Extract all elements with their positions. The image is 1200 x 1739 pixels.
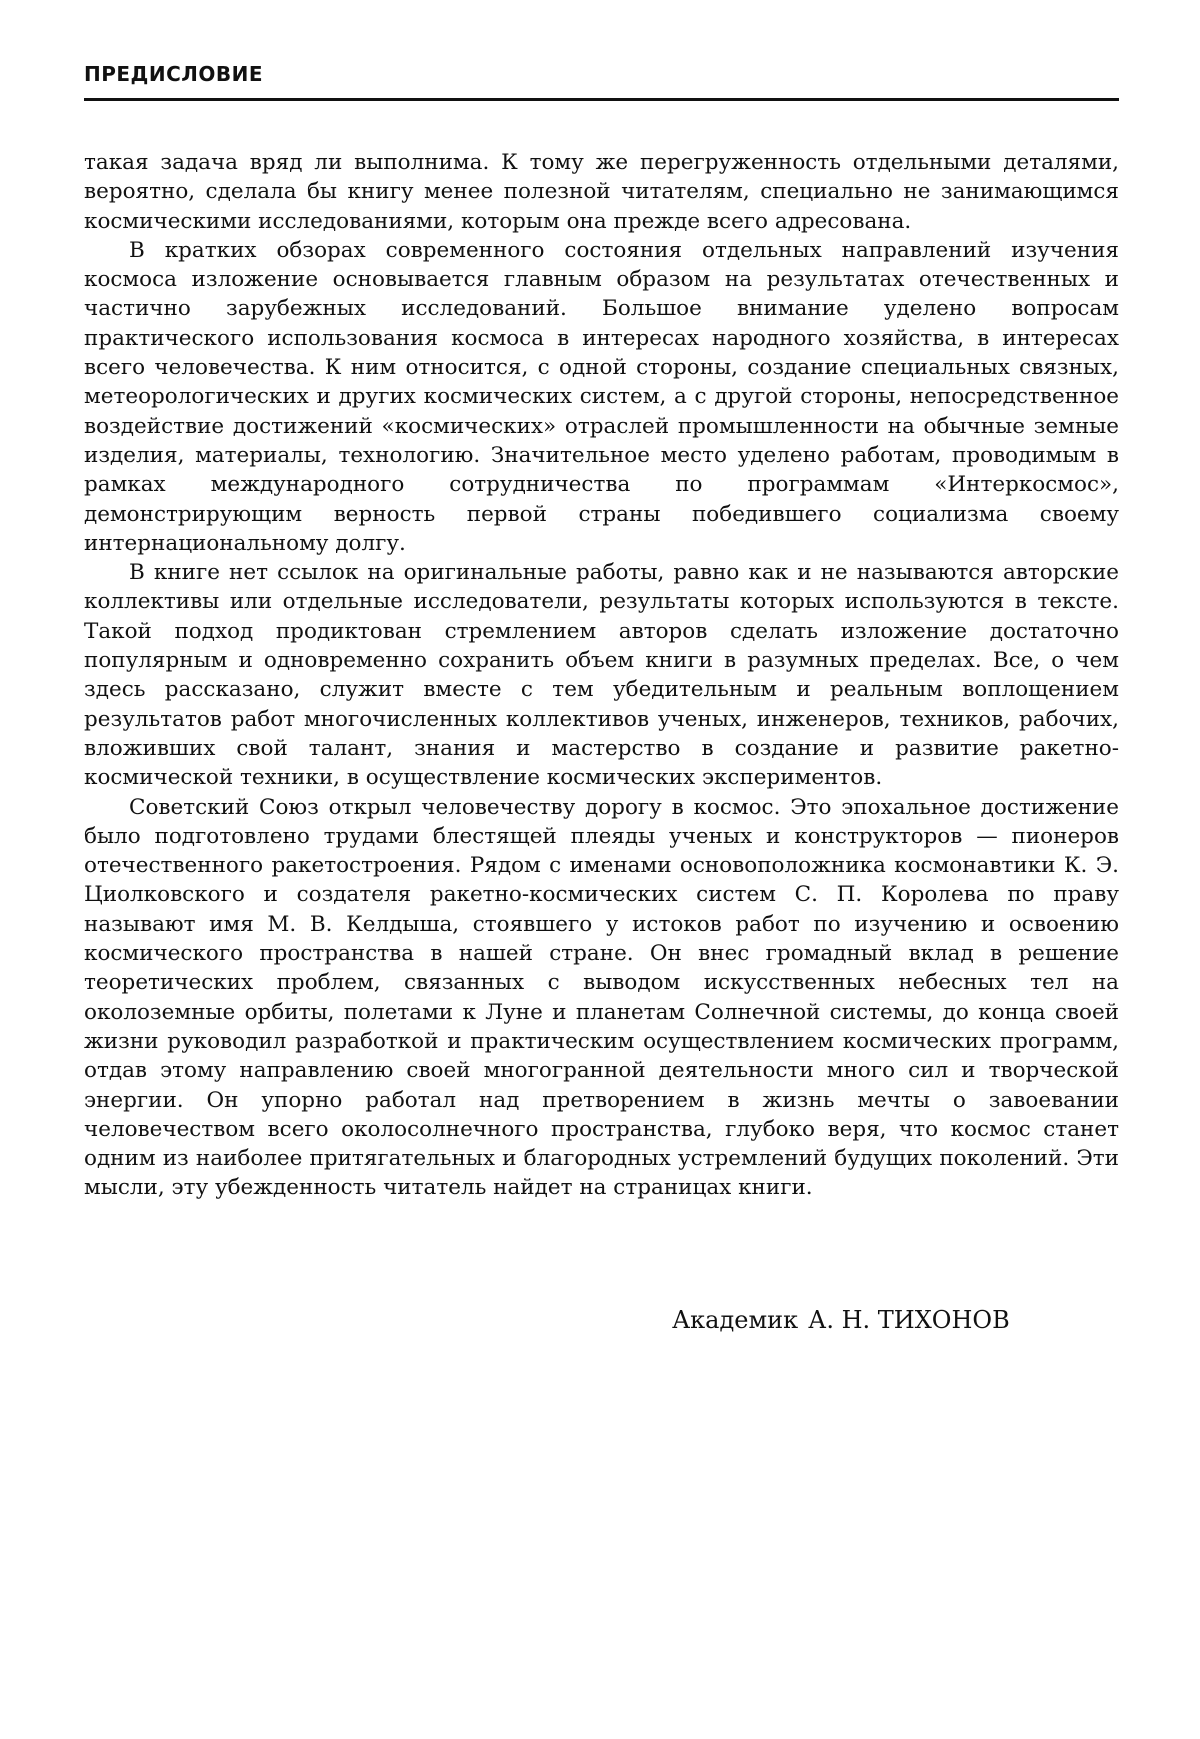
paragraph-4: Советский Союз открыл человечеству дорогу в космос. Это эпохальное достижение было подготовлено трудами блестящей плеяды ученых и конструкторов — пионеров отечественного ракетостроения. Рядом с именами основоположника космонавтики К. Э. Циолковского и создателя ракетно-космических систем С. П. Королева по праву называют имя М. В. Келдыша, стоявшего у истоков работ по изучению и освоению космического пространства в нашей стране. Он внес громадный вклад в решение теоретических проблем, связанных с выводом искусственных небесных тел на околоземные орбиты, полетами к Луне и планетам Солнечной системы, до конца своей жизни руководил разработкой и практическим осуществлением космических программ, отдав этому направлению своей многогранной деятельности много сил и творческой энергии. Он упорно работал над претворением в жизнь мечты о завоевании человечеством всего околосолнечного пространства, глубоко веря, что космос станет одним из наиболее притягательных и благородных устремлений будущих поколений. Эти мысли, эту убежденность читатель найдет на страницах книги. (84, 794, 1119, 1201)
body-text (84, 148, 1119, 1203)
page-header-title: ПРЕДИСЛОВИЕ (84, 62, 264, 86)
signature-title: Академик (672, 1306, 799, 1334)
signature-name: А. Н. ТИХОНОВ (808, 1306, 1010, 1334)
signature (672, 1306, 1010, 1334)
paragraph-2: В кратких обзорах современного состояния отдельных направлений изучения космоса изложение основывается главным образом на результатах отечественных и частично зарубежных исследований. Большое внимание уделено вопросам практического использования космоса в интересах народного хозяйства, в интересах всего человечества. К ним относится, с одной стороны, создание специальных связных, метеорологических и других космических систем, а с другой стороны, непосредственное воздействие достижений «космических» отраслей промышленности на обычные земные изделия, материалы, технологию. Значительное место уделено работам, проводимым в рамках международного сотрудничества по программам «Интеркосмос», демонстрирующим верность первой страны победившего социализма своему интернациональному долгу. (84, 237, 1119, 556)
paragraph-3: В книге нет ссылок на оригинальные работы, равно как и не называются авторские коллективы или отдельные исследователи, результаты которых используются в тексте. Такой подход продиктован стремлением авторов сделать изложение достаточно популярным и одновременно сохранить объем книги в разумных пределах. Все, о чем здесь рассказано, служит вместе с тем убедительным и реальным воплощением результатов работ многочисленных коллективов ученых, инженеров, техников, рабочих, вложивших свой талант, знания и мастерство в создание и развитие ракетно-космической техники, в осуществление космических экспериментов. (84, 560, 1119, 791)
header-rule (84, 98, 1119, 101)
paragraph-1: такая задача вряд ли выполнима. К тому же перегруженность отдельными деталями, вероятно, сделала бы книгу менее полезной читателям, специально не занимающимся космическими исследованиями, которым она прежде всего адресована. (84, 150, 1119, 234)
